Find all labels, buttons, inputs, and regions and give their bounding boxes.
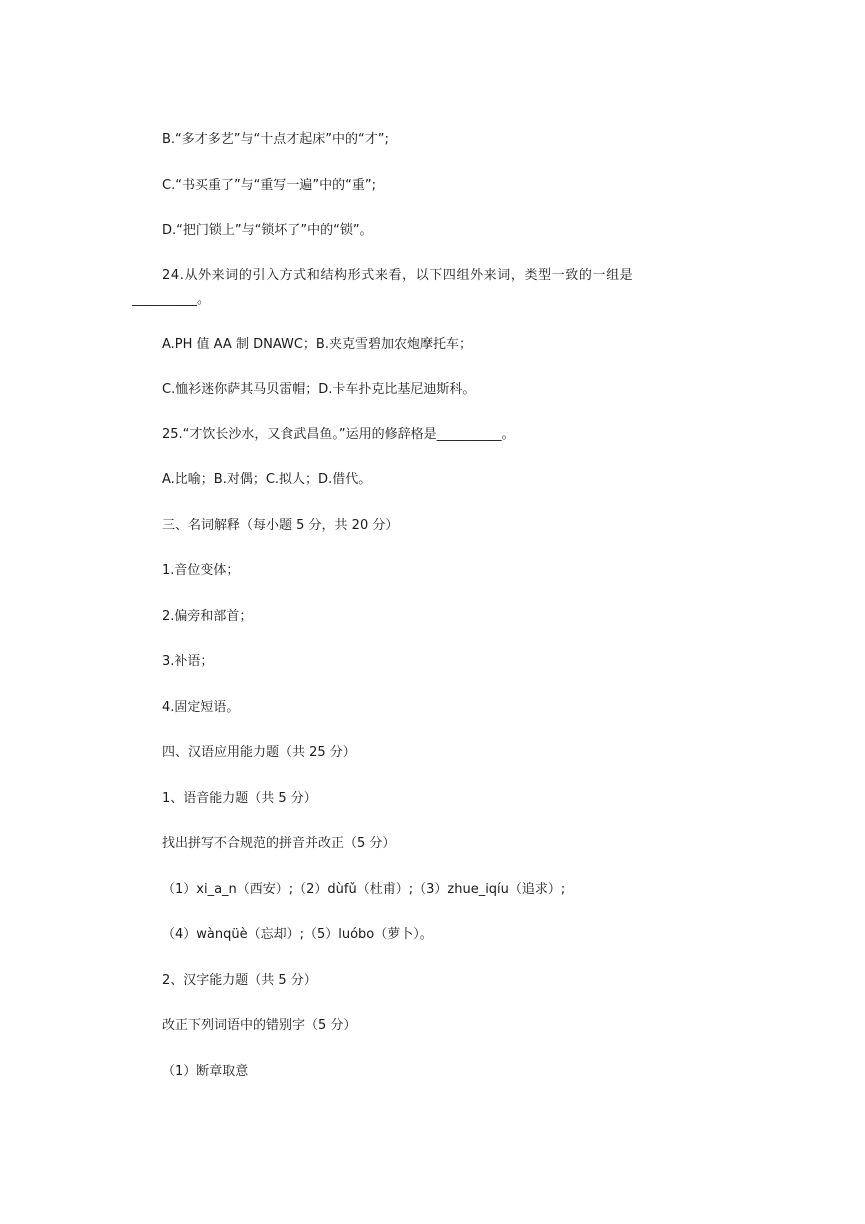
option-b-line: B.“多才多艺”与“十点才起床”中的“才”; bbox=[162, 132, 389, 147]
characters-instruction: 改正下列词语中的错别字（5 分） bbox=[162, 1018, 357, 1033]
question-24-line: 24.从外来词的引入方式和结构形式来看，以下四组外来词，类型一致的一组是 bbox=[162, 268, 634, 283]
term-3: 3.补语； bbox=[162, 654, 214, 669]
term-4: 4.固定短语。 bbox=[162, 700, 240, 715]
question-25-options: A.比喻；B.对偶；C.拟人；D.借代。 bbox=[162, 472, 372, 487]
question-24-options-ab: A.PH 值 AA 制 DNAWC；B.夹克雪碧加农炮摩托车； bbox=[162, 337, 472, 352]
subsection-phonetics: 1、语音能力题（共 5 分） bbox=[162, 791, 317, 806]
option-c-line: C.“书买重了”与“重写一遍”中的“重”; bbox=[162, 178, 376, 193]
term-1: 1.音位变体； bbox=[162, 563, 240, 578]
pinyin-items-4-5: （4）wànqüè（忘却）;（5）luóbo（萝卜）。 bbox=[162, 927, 433, 942]
term-2: 2.偏旁和部首； bbox=[162, 609, 253, 624]
phonetics-instruction: 找出拼写不合规范的拼音并改正（5 分） bbox=[162, 836, 396, 851]
question-24-blank: __________。 bbox=[132, 292, 211, 307]
section-3-heading: 三、名词解释（每小题 5 分，共 20 分） bbox=[162, 518, 399, 533]
option-d-line: D.“把门锁上”与“锁坏了”中的“锁”。 bbox=[162, 223, 373, 238]
subsection-characters: 2、汉字能力题（共 5 分） bbox=[162, 973, 317, 988]
question-24-options-cd: C.恤衫迷你萨其马贝雷帽；D.卡车扑克比基尼迪斯科。 bbox=[162, 382, 476, 397]
section-4-heading: 四、汉语应用能力题（共 25 分） bbox=[162, 745, 356, 760]
question-25-line: 25.“才饮长沙水，又食武昌鱼。”运用的修辞格是__________。 bbox=[162, 427, 515, 442]
pinyin-items-1-3: （1）xi_a_n（西安）;（2）dùfǔ（杜甫）;（3）zhue_iqíu（追求）; bbox=[162, 882, 566, 897]
characters-item-1: （1）断章取意 bbox=[162, 1064, 249, 1079]
